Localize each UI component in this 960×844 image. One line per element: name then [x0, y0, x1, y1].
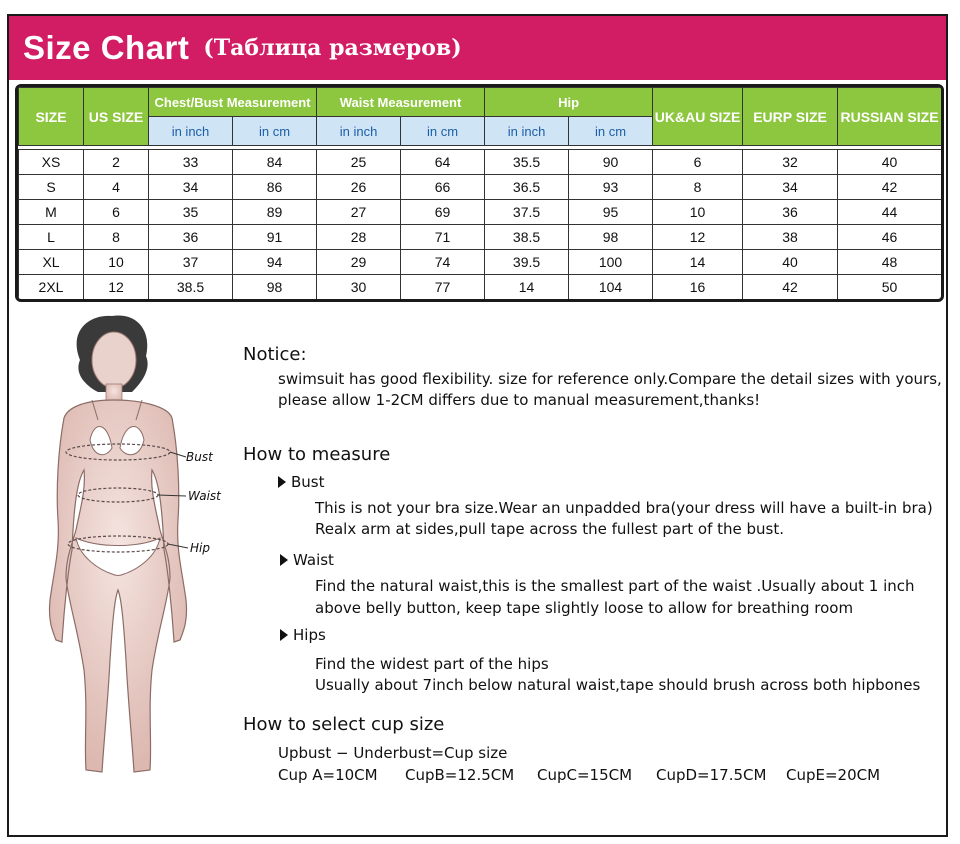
subheader-chest-cm: in cm [233, 117, 317, 146]
table-cell: 35.5 [485, 150, 569, 175]
table-cell: 12 [653, 225, 743, 250]
body-measurement-figure [28, 300, 228, 810]
cup-b-value: CupB=12.5CM [405, 766, 515, 784]
table-cell: 8 [84, 225, 149, 250]
cup-formula: Upbust − Underbust=Cup size [278, 744, 508, 762]
table-cell: XL [19, 250, 84, 275]
table-cell: 89 [233, 200, 317, 225]
page-subtitle: (Таблица размеров) [203, 35, 462, 61]
header-waist: Waist Measurement [317, 88, 485, 117]
hips-label: Hips [293, 626, 326, 644]
table-cell: 36 [149, 225, 233, 250]
table-cell: 16 [653, 275, 743, 300]
table-cell: 32 [743, 150, 838, 175]
cup-c-value: CupC=15CM [537, 766, 633, 784]
table-cell: 98 [233, 275, 317, 300]
table-cell: 34 [149, 175, 233, 200]
table-cell: 6 [84, 200, 149, 225]
table-cell: 33 [149, 150, 233, 175]
waist-label: Waist [293, 551, 334, 569]
subheader-waist-inch: in inch [317, 117, 401, 146]
table-cell: 66 [401, 175, 485, 200]
header-size: SIZE [19, 88, 84, 146]
table-cell: 26 [317, 175, 401, 200]
table-cell: L [19, 225, 84, 250]
table-cell: 37 [149, 250, 233, 275]
notice-line-2: please allow 1-2CM differs due to manual measurement,thanks! [278, 391, 761, 409]
table-cell: 37.5 [485, 200, 569, 225]
cup-e-value: CupE=20CM [786, 766, 881, 784]
hips-line-2: Usually about 7inch below natural waist,tape should brush across both hipbones [315, 676, 921, 694]
table-cell: XS [19, 150, 84, 175]
subheader-hip-cm: in cm [569, 117, 653, 146]
header-eurp-size: EURP SIZE [743, 88, 838, 146]
cup-a-value: Cup A=10CM [278, 766, 378, 784]
table-row [19, 225, 942, 250]
table-cell: 36.5 [485, 175, 569, 200]
table-cell: 12 [84, 275, 149, 300]
table-cell: S [19, 175, 84, 200]
table-cell: 48 [838, 250, 942, 275]
header-chest: Chest/Bust Measurement [149, 88, 317, 117]
table-cell: 42 [743, 275, 838, 300]
table-cell: 14 [485, 275, 569, 300]
table-cell: 14 [653, 250, 743, 275]
header-ukau-size: UK&AU SIZE [653, 88, 743, 146]
table-cell: 50 [838, 275, 942, 300]
measure-heading: How to measure [243, 444, 391, 465]
size-table [18, 87, 942, 300]
hips-subheading [280, 626, 326, 644]
table-cell: 2 [84, 150, 149, 175]
header-us-size: US SIZE [84, 88, 149, 146]
table-cell: 27 [317, 200, 401, 225]
triangle-bullet-icon [280, 629, 288, 641]
table-cell: 93 [569, 175, 653, 200]
bust-label: Bust [291, 473, 325, 491]
table-cell: 38.5 [485, 225, 569, 250]
table-cell: 40 [743, 250, 838, 275]
subheader-hip-inch: in inch [485, 117, 569, 146]
table-cell: 38.5 [149, 275, 233, 300]
bust-line-2: Realx arm at sides,pull tape across the fullest part of the bust. [315, 520, 785, 538]
table-cell: 10 [84, 250, 149, 275]
size-table-container [15, 84, 944, 302]
figure-label-bust: Bust [186, 450, 213, 464]
table-cell: 38 [743, 225, 838, 250]
cup-d-value: CupD=17.5CM [656, 766, 767, 784]
bust-line-1: This is not your bra size.Wear an unpadded bra(your dress will have a built-in bra) [315, 499, 933, 517]
table-cell: M [19, 200, 84, 225]
table-cell: 35 [149, 200, 233, 225]
table-cell: 39.5 [485, 250, 569, 275]
figure-label-hip: Hip [190, 541, 210, 555]
triangle-bullet-icon [280, 554, 288, 566]
table-cell: 90 [569, 150, 653, 175]
notice-line-1: swimsuit has good flexibility. size for reference only.Compare the detail sizes with yours, [278, 370, 942, 388]
header-russian-size: RUSSIAN SIZE [838, 88, 942, 146]
title-bar [9, 16, 946, 80]
subheader-waist-cm: in cm [401, 117, 485, 146]
triangle-bullet-icon [278, 476, 286, 488]
table-cell: 36 [743, 200, 838, 225]
table-cell: 69 [401, 200, 485, 225]
table-cell: 30 [317, 275, 401, 300]
table-cell: 74 [401, 250, 485, 275]
waist-subheading [280, 551, 334, 569]
table-cell: 77 [401, 275, 485, 300]
hips-line-1: Find the widest part of the hips [315, 655, 549, 673]
table-cell: 95 [569, 200, 653, 225]
table-cell: 8 [653, 175, 743, 200]
table-row [19, 175, 942, 200]
table-cell: 94 [233, 250, 317, 275]
table-cell: 64 [401, 150, 485, 175]
table-cell: 71 [401, 225, 485, 250]
table-cell: 10 [653, 200, 743, 225]
table-row [19, 200, 942, 225]
waist-line-1: Find the natural waist,this is the smallest part of the waist .Usually about 1 inch [315, 577, 915, 595]
table-cell: 25 [317, 150, 401, 175]
waist-line-2: above belly button, keep tape slightly loose to allow for breathing room [315, 599, 854, 617]
table-cell: 104 [569, 275, 653, 300]
table-cell: 6 [653, 150, 743, 175]
table-row [19, 275, 942, 300]
table-cell: 28 [317, 225, 401, 250]
body-silhouette-illustration [28, 300, 228, 810]
table-row [19, 150, 942, 175]
table-cell: 42 [838, 175, 942, 200]
cup-heading: How to select cup size [243, 714, 445, 735]
page-title: Size Chart [23, 29, 190, 66]
table-cell: 34 [743, 175, 838, 200]
table-row [19, 250, 942, 275]
table-cell: 98 [569, 225, 653, 250]
figure-label-waist: Waist [188, 489, 221, 503]
table-cell: 84 [233, 150, 317, 175]
table-cell: 44 [838, 200, 942, 225]
table-cell: 40 [838, 150, 942, 175]
notice-heading: Notice: [243, 344, 307, 365]
table-cell: 91 [233, 225, 317, 250]
table-cell: 29 [317, 250, 401, 275]
table-cell: 4 [84, 175, 149, 200]
header-hip: Hip [485, 88, 653, 117]
table-cell: 2XL [19, 275, 84, 300]
table-cell: 86 [233, 175, 317, 200]
table-cell: 100 [569, 250, 653, 275]
subheader-chest-inch: in inch [149, 117, 233, 146]
bust-subheading [278, 473, 325, 491]
table-cell: 46 [838, 225, 942, 250]
